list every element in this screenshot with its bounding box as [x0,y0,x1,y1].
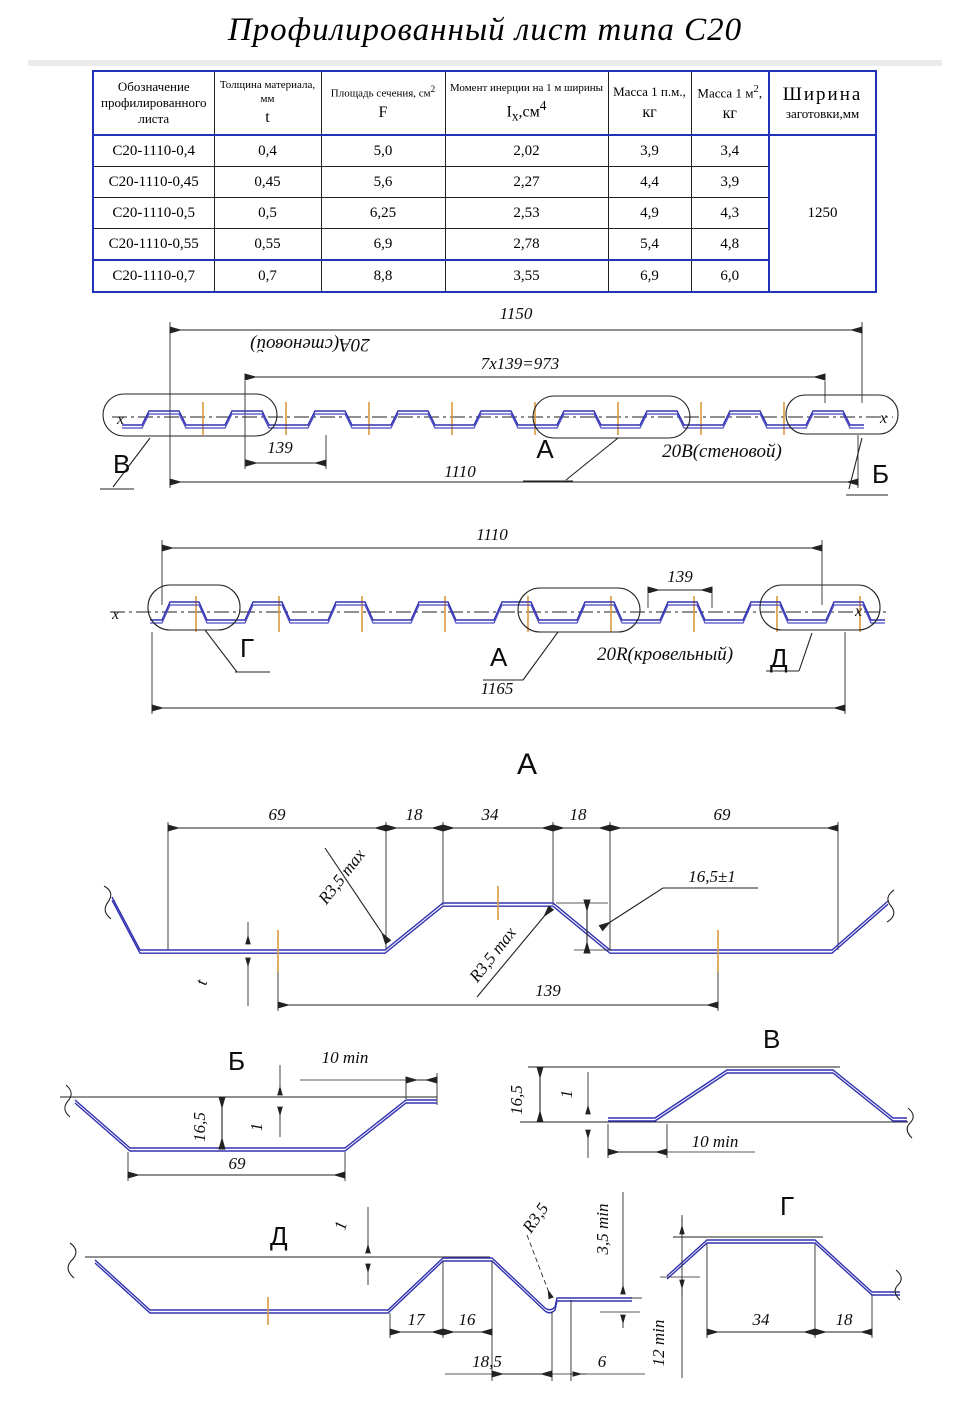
table-header-row [93,71,876,135]
detail-b-title: Б [228,1046,246,1076]
dim-69-left: 69 [268,805,286,824]
radius-label-right: R3,5 max [465,923,520,986]
flipped-type-label: 20А(стеновой) [250,334,370,355]
dim-12min: 12 min [649,1319,668,1367]
detail-callout-ovals [148,585,880,632]
section-label-g: Г [240,633,255,663]
profile-section-line [95,1258,632,1310]
spec-table [92,70,877,293]
dim-6: 6 [597,1352,607,1371]
height-dimension [556,888,758,953]
section-label-b: Б [872,459,890,489]
axis-label-right: х [880,410,888,427]
table-row: С20-1110-0,5 0,5 6,25 2,53 4,9 4,3 [93,198,876,229]
col-area: Площадь сечения, $см^2$ F [321,71,445,135]
detail-d-drawing [0,1185,660,1414]
dim-185: 18,5 [472,1352,502,1371]
col-designation: Обозначение профилированного листа [93,71,214,135]
roof-profile-drawing [0,510,970,725]
type-label-roof: 20R(кровельный) [596,644,734,665]
table-row: С20-1110-0,4 0,4 5,0 2,02 3,9 3,4 1250 [93,135,876,167]
dim-1: 1 [557,1089,576,1099]
profile-section-line-2 [667,1243,900,1295]
dim-17: 17 [407,1310,425,1329]
detail-v-drawing [480,1010,970,1175]
page-title: Профилированный лист типа С20 [227,12,743,48]
scan-artifact-line [28,60,942,66]
dim-69-right: 69 [713,805,731,824]
dim-34: 34 [752,1310,770,1329]
dim-34: 34 [481,805,499,824]
axis-label-left: x [117,411,125,428]
detail-a-drawing [0,740,970,1020]
dim-35min: 3,5 min [593,1203,612,1255]
col-mass-m2: Масса 1 $м^2$, кг [691,71,769,135]
section-ticks [203,402,784,435]
sheet-profile-line-2 [150,605,885,623]
sheet-profile-line [122,411,864,425]
table-row: С20-1110-0,45 0,45 5,6 2,27 4,4 3,9 [93,167,876,198]
break-squiggle [907,1108,913,1138]
radius-label: R3,5 [518,1199,553,1237]
detail-a-title: А [516,748,538,781]
col-mass-pm: Масса 1 п.м., кг [608,71,691,135]
dim-10min: 10 min [321,1048,369,1067]
section-label-d: Д [770,643,788,673]
dim-139: 139 [267,438,293,457]
detail-g-drawing [640,1185,970,1414]
axis-label-left: х [112,606,120,623]
break-squiggles [104,886,894,922]
dim-1165: 1165 [480,679,514,698]
dim-16: 16 [458,1310,476,1329]
detail-g-title: Г [780,1191,795,1221]
type-label-wall: 20В(стеновой) [662,441,782,462]
dim-139: 139 [535,981,561,1000]
detail-b-drawing [0,1035,480,1200]
dim-18-right: 18 [569,805,587,824]
dim-69: 69 [228,1154,246,1173]
detail-d-title: Д [270,1221,288,1251]
dim-139: 139 [667,567,693,586]
dim-1110: 1110 [476,525,508,544]
col-inertia: Момент инерции на 1 м ширины $I_x,см^4$ [445,71,608,135]
profile-section-line [608,1070,907,1118]
break-squiggle [65,1085,71,1117]
dim-18: 18 [835,1310,853,1329]
detail-callout-ovals [103,394,898,438]
dim-1150: 1150 [499,304,533,323]
dim-165: 16,5 [507,1085,526,1115]
dim-7x139: 7x139=973 [480,354,560,373]
section-label-a: А [490,642,508,672]
dim-165: 16,5±1 [688,867,736,886]
dim-18-left: 18 [405,805,423,824]
col-blank-width: Ширина заготовки,мм [769,71,876,135]
axis-label-right: х [855,603,863,620]
detail-v-title: В [763,1024,781,1054]
dim-1: 1 [330,1219,351,1233]
break-squiggle [68,1243,76,1278]
radius-label-left: R3,5 max [314,845,369,908]
dim-1: 1 [247,1122,266,1132]
table-row: С20-1110-0,55 0,55 6,9 2,78 5,4 4,8 [93,229,876,261]
wall-profile-drawing [0,295,970,510]
radius-leader [527,1235,551,1298]
dim-10min: 10 min [691,1132,739,1151]
section-label-a: А [536,434,554,464]
profile-section-line-2 [608,1073,907,1121]
col-thickness: Толщина материала, мм t [214,71,321,135]
dim-165: 16,5 [190,1112,209,1142]
table-row: С20-1110-0,7 0,7 8,8 3,55 6,9 6,0 [93,260,876,292]
profile-section-line-2 [95,1261,632,1313]
section-label-v: В [113,449,131,479]
dim-1110: 1110 [444,462,476,481]
pitch-dimension [278,972,718,1011]
blank-width-value: 1250 [769,135,876,292]
dim-t: t [191,977,212,988]
sheet-profile-line-2 [122,414,864,428]
